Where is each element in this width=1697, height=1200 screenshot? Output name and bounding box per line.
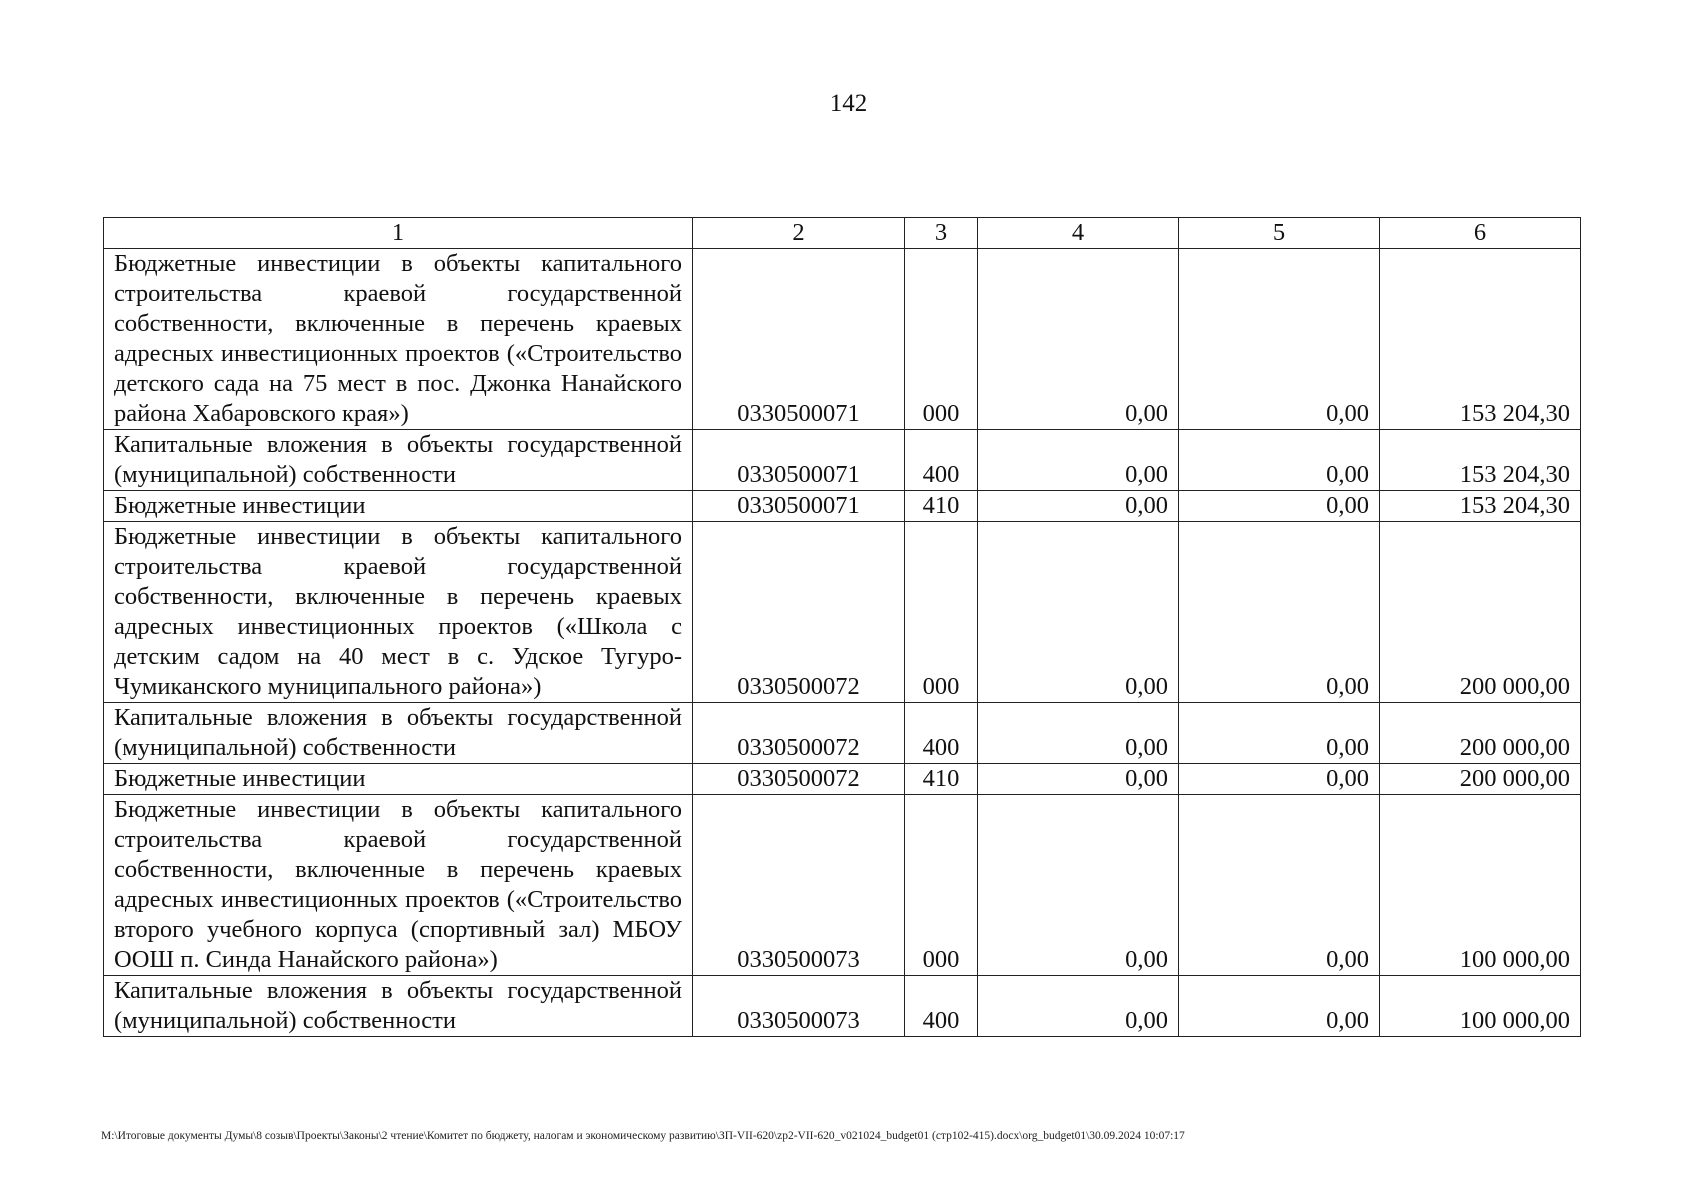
amount-col5: 0,00 [1179,430,1380,491]
column-header: 2 [693,218,905,249]
amount-col4: 0,00 [978,522,1179,703]
amount-col6: 153 204,30 [1380,491,1581,522]
target-article-code: 0330500072 [693,764,905,795]
row-name: Бюджетные инвестиции [104,491,693,522]
amount-col5: 0,00 [1179,764,1380,795]
column-header: 3 [905,218,978,249]
column-header: 1 [104,218,693,249]
amount-col4: 0,00 [978,795,1179,976]
amount-col4: 0,00 [978,703,1179,764]
amount-col6: 200 000,00 [1380,703,1581,764]
row-name: Бюджетные инвестиции [104,764,693,795]
amount-col4: 0,00 [978,249,1179,430]
amount-col6: 153 204,30 [1380,249,1581,430]
row-name: Капитальные вложения в объекты государственной (муниципальной) собственности [104,430,693,491]
table-row [104,249,1581,430]
row-name: Бюджетные инвестиции в объекты капитального строительства краевой государственной собственности, включенные в перечень краевых адресных инвестиционных проектов («Строительство детского сада на 75 мест в пос. Джонка Нанайского района Хабаровского края») [104,249,693,430]
amount-col4: 0,00 [978,430,1179,491]
table-row [104,795,1581,976]
amount-col6: 200 000,00 [1380,764,1581,795]
budget-table [103,217,1581,1037]
row-name: Бюджетные инвестиции в объекты капитального строительства краевой государственной собственности, включенные в перечень краевых адресных инвестиционных проектов («Строительство второго учебного корпуса (спортивный зал) МБОУ ООШ п. Синда Нанайского района») [104,795,693,976]
target-article-code: 0330500073 [693,976,905,1037]
document-file-path: M:\Итоговые документы Думы\8 созыв\Проекты\Законы\2 чтение\Комитет по бюджету, налогам и экономическому развитию\ЗП-VII-620\zp2-VII-620_v021024_budget01 (стр102-415).docx\org_budget01\30.09.2024 10:07:17 [101,1130,1185,1142]
expense-kind-code: 400 [905,430,978,491]
amount-col5: 0,00 [1179,491,1380,522]
amount-col5: 0,00 [1179,795,1380,976]
table-row [104,703,1581,764]
amount-col6: 200 000,00 [1380,522,1581,703]
expense-kind-code: 410 [905,764,978,795]
amount-col5: 0,00 [1179,703,1380,764]
table-row [104,764,1581,795]
target-article-code: 0330500072 [693,703,905,764]
row-name: Капитальные вложения в объекты государственной (муниципальной) собственности [104,703,693,764]
amount-col6: 100 000,00 [1380,976,1581,1037]
row-name: Капитальные вложения в объекты государственной (муниципальной) собственности [104,976,693,1037]
amount-col4: 0,00 [978,764,1179,795]
amount-col6: 100 000,00 [1380,795,1581,976]
column-header: 6 [1380,218,1581,249]
target-article-code: 0330500071 [693,430,905,491]
amount-col4: 0,00 [978,491,1179,522]
expense-kind-code: 000 [905,795,978,976]
table-row [104,976,1581,1037]
expense-kind-code: 410 [905,491,978,522]
expense-kind-code: 000 [905,249,978,430]
amount-col5: 0,00 [1179,976,1380,1037]
table-row [104,491,1581,522]
expense-kind-code: 400 [905,976,978,1037]
target-article-code: 0330500071 [693,249,905,430]
amount-col4: 0,00 [978,976,1179,1037]
table-header-row [104,218,1581,249]
target-article-code: 0330500073 [693,795,905,976]
amount-col6: 153 204,30 [1380,430,1581,491]
column-header: 4 [978,218,1179,249]
target-article-code: 0330500071 [693,491,905,522]
table-row [104,522,1581,703]
expense-kind-code: 000 [905,522,978,703]
target-article-code: 0330500072 [693,522,905,703]
amount-col5: 0,00 [1179,522,1380,703]
row-name: Бюджетные инвестиции в объекты капитального строительства краевой государственной собственности, включенные в перечень краевых адресных инвестиционных проектов («Школа с детским садом на 40 мест в с. Удское Тугуро-Чумиканского муниципального района») [104,522,693,703]
column-header: 5 [1179,218,1380,249]
amount-col5: 0,00 [1179,249,1380,430]
page-number: 142 [829,90,868,117]
table-row [104,430,1581,491]
expense-kind-code: 400 [905,703,978,764]
